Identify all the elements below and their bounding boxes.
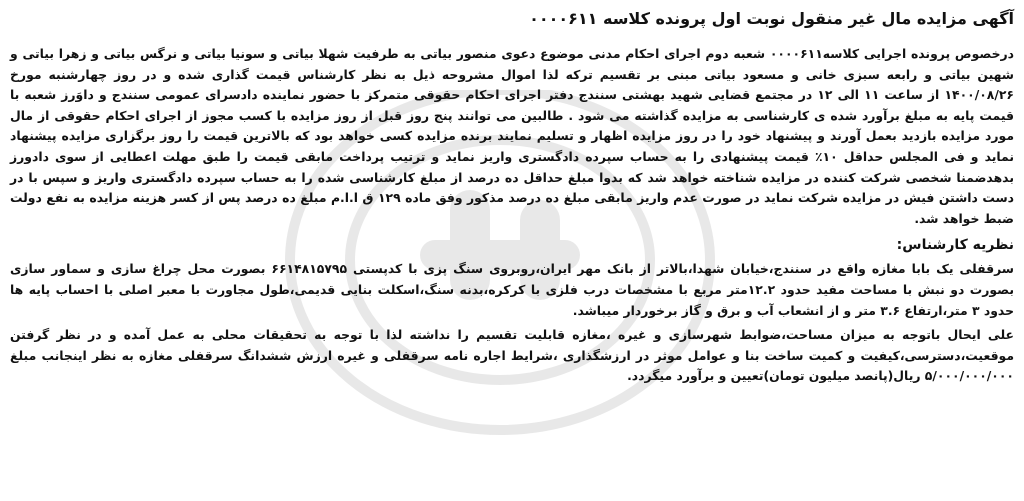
expert-paragraph-valuation: علی ایحال باتوجه به میزان مساحت،ضوابط شهرسازی و غیره ،مغازه قابلیت تقسیم را نداشته لذا با توجه به تحقیقات محلی به عمل آمده و در نظر گرفتن موقعیت،دسترسی،کیفیت و کمیت ساخت بنا و عوامل موثر در ارزشگذاری ،شرایط اجاره نامه سرقفلی و غیره ارزش ششدانگ سرقفلی مغازه به نظر اینجانب مبلغ ۵/۰۰۰/۰۰۰/۰۰۰ ریال(پانصد میلیون تومان)تعیین و برآورد میگردد. <box>10 327 1014 384</box>
notice-paragraph-auction-terms: درخصوص پرونده اجرایی کلاسه۰۰۰۰۶۱۱ شعبه دوم اجرای احکام مدنی موضوع دعوی منصور بیاتی به طرفیت شهلا بیاتی و سونیا بیاتی و نرگس بیاتی و زهرا بیاتی و شهین بیاتی و رابعه سبزی خانی و مسعود بیاتی مبنی بر تقسیم ترکه لذا اموال مشروحه ذیل به نظر کارشناس قیمت گذاری شده و در روز چهارشنبه مورخ ۱۴۰۰/۰۸/۲۶ از ساعت ۱۱ الی ۱۲ در مجتمع قضایی شهید بهشتی سنندج دفتر اجرای احکام حقوقی متمرکز با حضور نماینده دادسرای عمومی سنندج و داوَرز شعبه با قیمت پایه به مبلغ برآورد شده ی کارشناسی به مزایده گذاشته می شود . طالبین می توانند پنج روز قبل از روز مزایده با کسب مجوز از اجرای احکام حقوقی از مال مورد مزایده بازدید بعمل آورند و پیشنهاد خود را در روز مزایده اظهار و تسلیم نمایند برنده مزایده کسی خواهد بود که بالاترین قیمت را روز برگزاری مزایده پیشنهاد نماید و فی المجلس حداقل ۱۰٪ قیمت پیشنهادی را به حساب سپرده دادگستری واریز نماید و ترتیب پرداخت مابقی قیمت را طبق مهلت اعطایی از سوی دادورز بدهدضمنا شخصی شرکت کننده در مزایده شناخته خواهد شد که بدوا مبلغ حداقل ده درصد از مبلغ کارشناسی شده را به حساب سپرده دادگستری واریز و سپس با در دست داشتن فیش در مزایده شرکت نماید در صورت عدم واریز مابقی مبلغ ده درصد مذکور وفق ماده ۱۲۹ ق ا.ا.م مبلغ ده درصد پس از کسر هزینه مزایده به نفع دولت ضبط خواهد شد. <box>10 46 1014 226</box>
expert-opinion-heading: نظریه کارشناس: <box>896 237 1014 254</box>
notice-title: آگهی مزایده مال غیر منقول نوبت اول پرونده کلاسه ۰۰۰۰۶۱۱ <box>529 9 1014 28</box>
expert-paragraph-property-description: سرقفلی یک بابا مغازه واقع در سنندج،خیابان شهدا،بالاتر از بانک مهر ایران،روبروی سنگ پزی با کدپستی ۶۶۱۴۸۱۵۷۹۵ بصورت محل چراغ سازی و سماور سازی بصورت دو نبش با مساحت مفید حدود ۱۲.۲متر مربع با مشخصات درب فلزی با کرکره،بدنه سنگ،اسکلت بنایی قدیمی،طول مجاورت با معبر اصلی با احساب پایه ها حدود ۳ متر،ارتفاع ۳.۶ متر و از انشعاب آب و برق و گاز برخوردار میباشد. <box>10 261 1014 318</box>
